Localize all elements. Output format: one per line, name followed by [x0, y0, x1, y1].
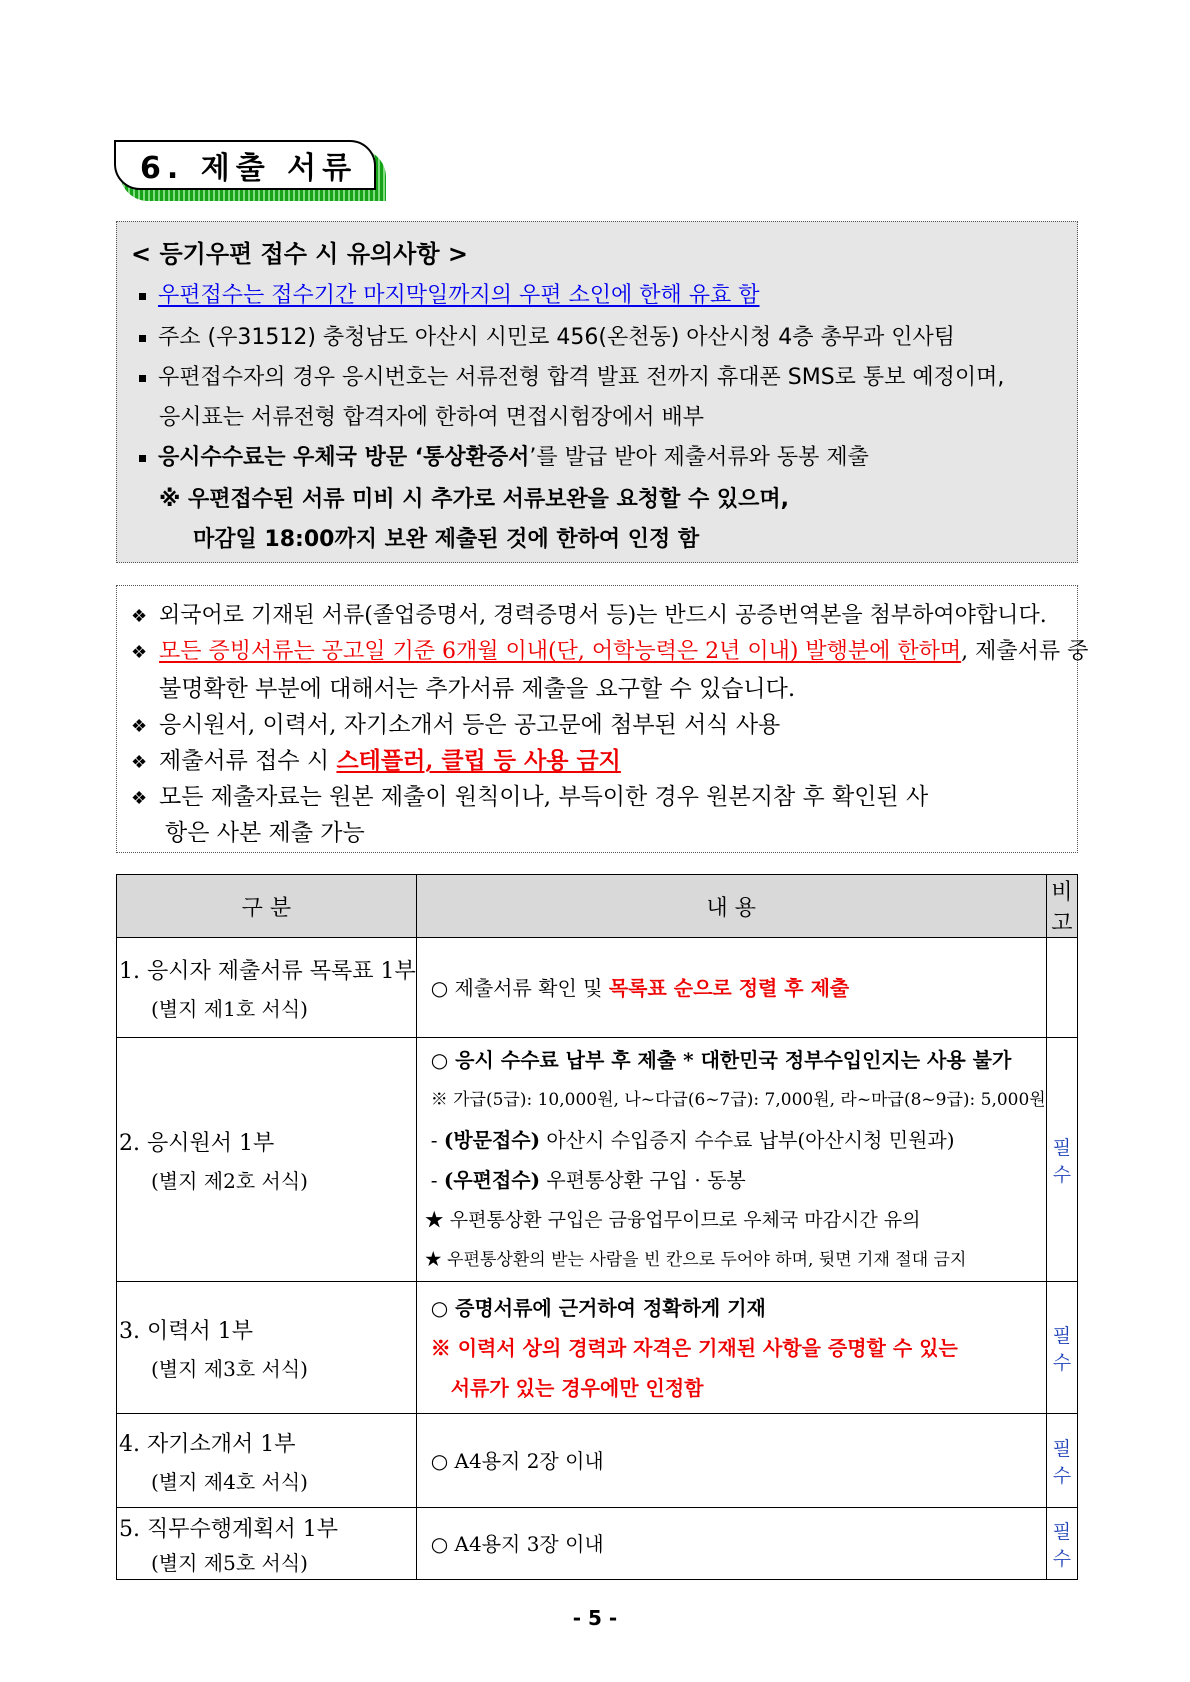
- bullet-square-icon: [139, 375, 146, 382]
- section-title: 6. 제출 서류: [114, 140, 376, 190]
- header-category: 구 분: [117, 875, 417, 938]
- bullet-square-icon: [139, 455, 146, 462]
- notice-remark-continued: 마감일 18:00까지 보완 제출된 것에 한하여 인정 함: [193, 527, 700, 552]
- section-title-badge: [114, 140, 390, 204]
- row-category: 1. 응시자 제출서류 목록표 1부 (별지 제1호 서식): [117, 938, 417, 1038]
- table-header-row: [117, 875, 1078, 938]
- header-content: 내 용: [416, 875, 1046, 938]
- row-category: 4. 자기소개서 1부 (별지 제4호 서식): [117, 1414, 417, 1508]
- notice-item-continued: 응시표는 서류전형 합격자에 한하여 면접시험장에서 배부: [159, 405, 705, 430]
- row-content: ○ 증명서류에 근거하여 정확하게 기재 ※ 이력서 상의 경력과 자격은 기재된 사항을 증명할 수 있는 서류가 있는 경우에만 인정함: [416, 1282, 1046, 1414]
- row-remark: [1046, 938, 1077, 1038]
- guideline-item-continued: 항은 사본 제출 가능: [165, 820, 365, 846]
- row-content: ○ A4용지 2장 이내: [416, 1414, 1046, 1508]
- row-remark: 필수: [1046, 1414, 1077, 1508]
- notice-item: 응시수수료는 우체국 방문 ‘통상환증서’를 발급 받아 제출서류와 동봉 제출: [139, 440, 869, 471]
- diamond-bullet-icon: ❖: [131, 716, 148, 737]
- guideline-item: ❖ 제출서류 접수 시 스테플러, 클립 등 사용 금지: [131, 747, 621, 774]
- table-row: [117, 1414, 1078, 1508]
- table-row: [117, 1282, 1078, 1414]
- header-remark: 비고: [1046, 875, 1077, 938]
- diamond-bullet-icon: ❖: [131, 788, 148, 809]
- guideline-item: ❖ 응시원서, 이력서, 자기소개서 등은 공고문에 첨부된 서식 사용: [131, 712, 781, 738]
- table-row: [117, 1508, 1078, 1580]
- diamond-bullet-icon: ❖: [131, 606, 148, 627]
- row-remark: 필수: [1046, 1038, 1077, 1282]
- guideline-item: ❖ 모든 증빙서류는 공고일 기준 6개월 이내(단, 어학능력은 2년 이내) 발행분에 한하며, 제출서류 중: [131, 639, 1089, 664]
- submission-guidelines: [116, 585, 1089, 853]
- notice-item: 우편접수자의 경우 응시번호는 서류전형 합격 발표 전까지 휴대폰 SMS로 통보 예정이며,: [139, 360, 1004, 391]
- bullet-square-icon: [139, 293, 146, 300]
- guideline-item: ❖ 모든 제출자료는 원본 제출이 원칙이나, 부득이한 경우 원본지참 후 확인된 사: [131, 784, 929, 810]
- diamond-bullet-icon: ❖: [131, 752, 148, 773]
- notice-item: 주소 (우31512) 충청남도 아산시 시민로 456(온천동) 아산시청 4층 총무과 인사팀: [139, 320, 955, 351]
- row-content: ○ 응시 수수료 납부 후 제출 * 대한민국 정부수입인지는 사용 불가 ※ 가급(5급): 10,000원, 나~다급(6~7급): 7,000원, 라~마급(8~9급): 5,000원 - (방문접수) 아산시 수입증지 수수료 납부(아산시청 민원과) - (우편접수) 우편통상환 구입 · 동봉 ★ 우편통상환 구입은 금융업무이므로 우체국 마감시간 유의 ★ 우편통상환의 받는 사람을 빈 칸으로 두어야 하며, 뒷면 기재 절대 금지: [416, 1038, 1046, 1282]
- row-remark: 필수: [1046, 1508, 1077, 1580]
- guideline-item: ❖ 외국어로 기재된 서류(졸업증명서, 경력증명서 등)는 반드시 공증번역본을 첨부하여야합니다.: [131, 603, 1047, 628]
- bullet-square-icon: [139, 335, 146, 342]
- row-category: 3. 이력서 1부 (별지 제3호 서식): [117, 1282, 417, 1414]
- notice-heading: < 등기우편 접수 시 유의사항 >: [131, 240, 469, 268]
- guideline-item-continued: 불명확한 부분에 대해서는 추가서류 제출을 요구할 수 있습니다.: [159, 676, 796, 702]
- row-content: ○ 제출서류 확인 및 목록표 순으로 정렬 후 제출: [416, 938, 1046, 1038]
- page-number: - 5 -: [572, 1606, 618, 1630]
- notice-item: 우편접수는 접수기간 마지막일까지의 우편 소인에 한해 유효 함: [139, 278, 760, 309]
- table-row: [117, 1038, 1078, 1282]
- row-category: 2. 응시원서 1부 (별지 제2호 서식): [117, 1038, 417, 1282]
- registered-mail-notice: [116, 221, 1078, 563]
- diamond-bullet-icon: ❖: [131, 642, 148, 663]
- row-remark: 필수: [1046, 1282, 1077, 1414]
- notice-remark: ※ 우편접수된 서류 미비 시 추가로 서류보완을 요청할 수 있으며,: [159, 487, 789, 512]
- table-row: [117, 938, 1078, 1038]
- documents-table: [116, 874, 1078, 1580]
- row-content: ○ A4용지 3장 이내: [416, 1508, 1046, 1580]
- row-category: 5. 직무수행계획서 1부 (별지 제5호 서식): [117, 1508, 417, 1580]
